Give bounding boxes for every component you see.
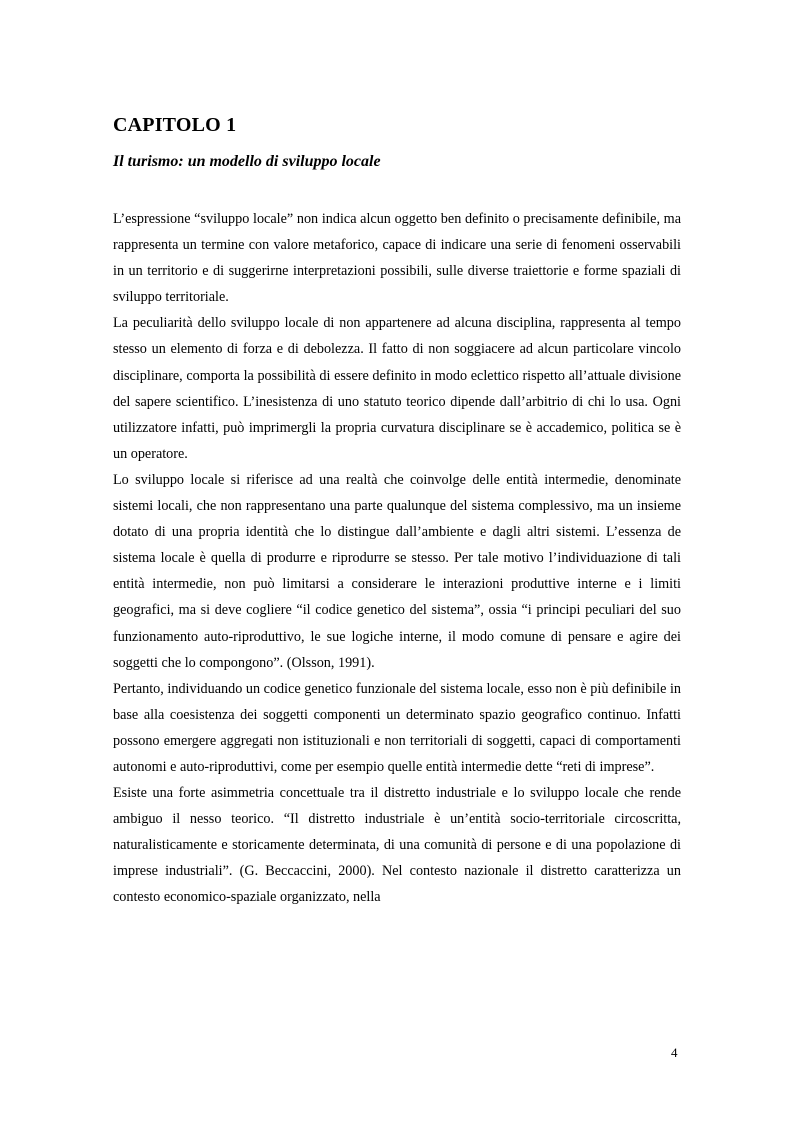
- body-text: [113, 206, 681, 911]
- paragraph: L’espressione “sviluppo locale” non indica alcun oggetto ben definito o precisamente definibile, ma rappresenta un termine con valore metaforico, capace di indicare una serie di fenomeni osservabili in un territorio e di suggerirne interpretazioni possibili, sulle diverse traiettorie e forme spaziali di sviluppo territoriale.: [113, 211, 681, 306]
- chapter-heading: CAPITOLO 1: [113, 114, 237, 136]
- chapter-subtitle: Il turismo: un modello di sviluppo locale: [113, 153, 381, 170]
- page-number: 4: [671, 1045, 678, 1060]
- paragraph: Pertanto, individuando un codice genetico funzionale del sistema locale, esso non è più definibile in base alla coesistenza dei soggetti componenti un determinato spazio geografico continuo. Infatti possono emergere aggregati non istituzionali e non territoriali di soggetti, capaci di comportamenti autonomi e auto-riproduttivi, come per esempio quelle entità intermedie dette “reti di imprese”.: [113, 680, 681, 775]
- paragraph: La peculiarità dello sviluppo locale di non appartenere ad alcuna disciplina, rappresenta al tempo stesso un elemento di forza e di debolezza. Il fatto di non soggiacere ad alcun particolare vincolo disciplinare, comporta la possibilità di essere definito in modo eclettico rispetto all’attuale divisione del sapere scientifico. L’inesistenza di uno statuto teorico dipende dall’arbitrio di chi lo usa. Ogni utilizzatore infatti, può imprimergli la propria curvatura disciplinare se è accademico, politica se è un operatore.: [113, 315, 681, 462]
- paragraph: Lo sviluppo locale si riferisce ad una realtà che coinvolge delle entità intermedie, denominate sistemi locali, che non rappresentano una parte qualunque del sistema complessivo, ma un insieme dotato di una propria identità che lo distingue dall’ambiente e dagli altri sistemi. L’essenza de sistema locale è quella di produrre e riprodurre se stesso. Per tale motivo l’individuazione di tali entità intermedie, non può limitarsi a considerare le interazioni produttive interne e i limiti geografici, ma si deve cogliere “il codice genetico del sistema”, ossia “i principi peculiari del suo funzionamento auto-riproduttivo, le sue logiche interne, il modo comune di pensare e agire dei soggetti che lo compongono”. (Olsson, 1991).: [113, 471, 681, 671]
- paragraph: Esiste una forte asimmetria concettuale tra il distretto industriale e lo sviluppo locale che rende ambiguo il nesso teorico. “Il distretto industriale è un’entità socio-territoriale circoscritta, naturalisticamente e storicamente determinata, di una comunità di persone e di una popolazione di imprese industriali”. (G. Beccaccini, 2000). Nel contesto nazionale il distretto caratterizza un contesto economico-spaziale organizzato, nella: [113, 785, 681, 906]
